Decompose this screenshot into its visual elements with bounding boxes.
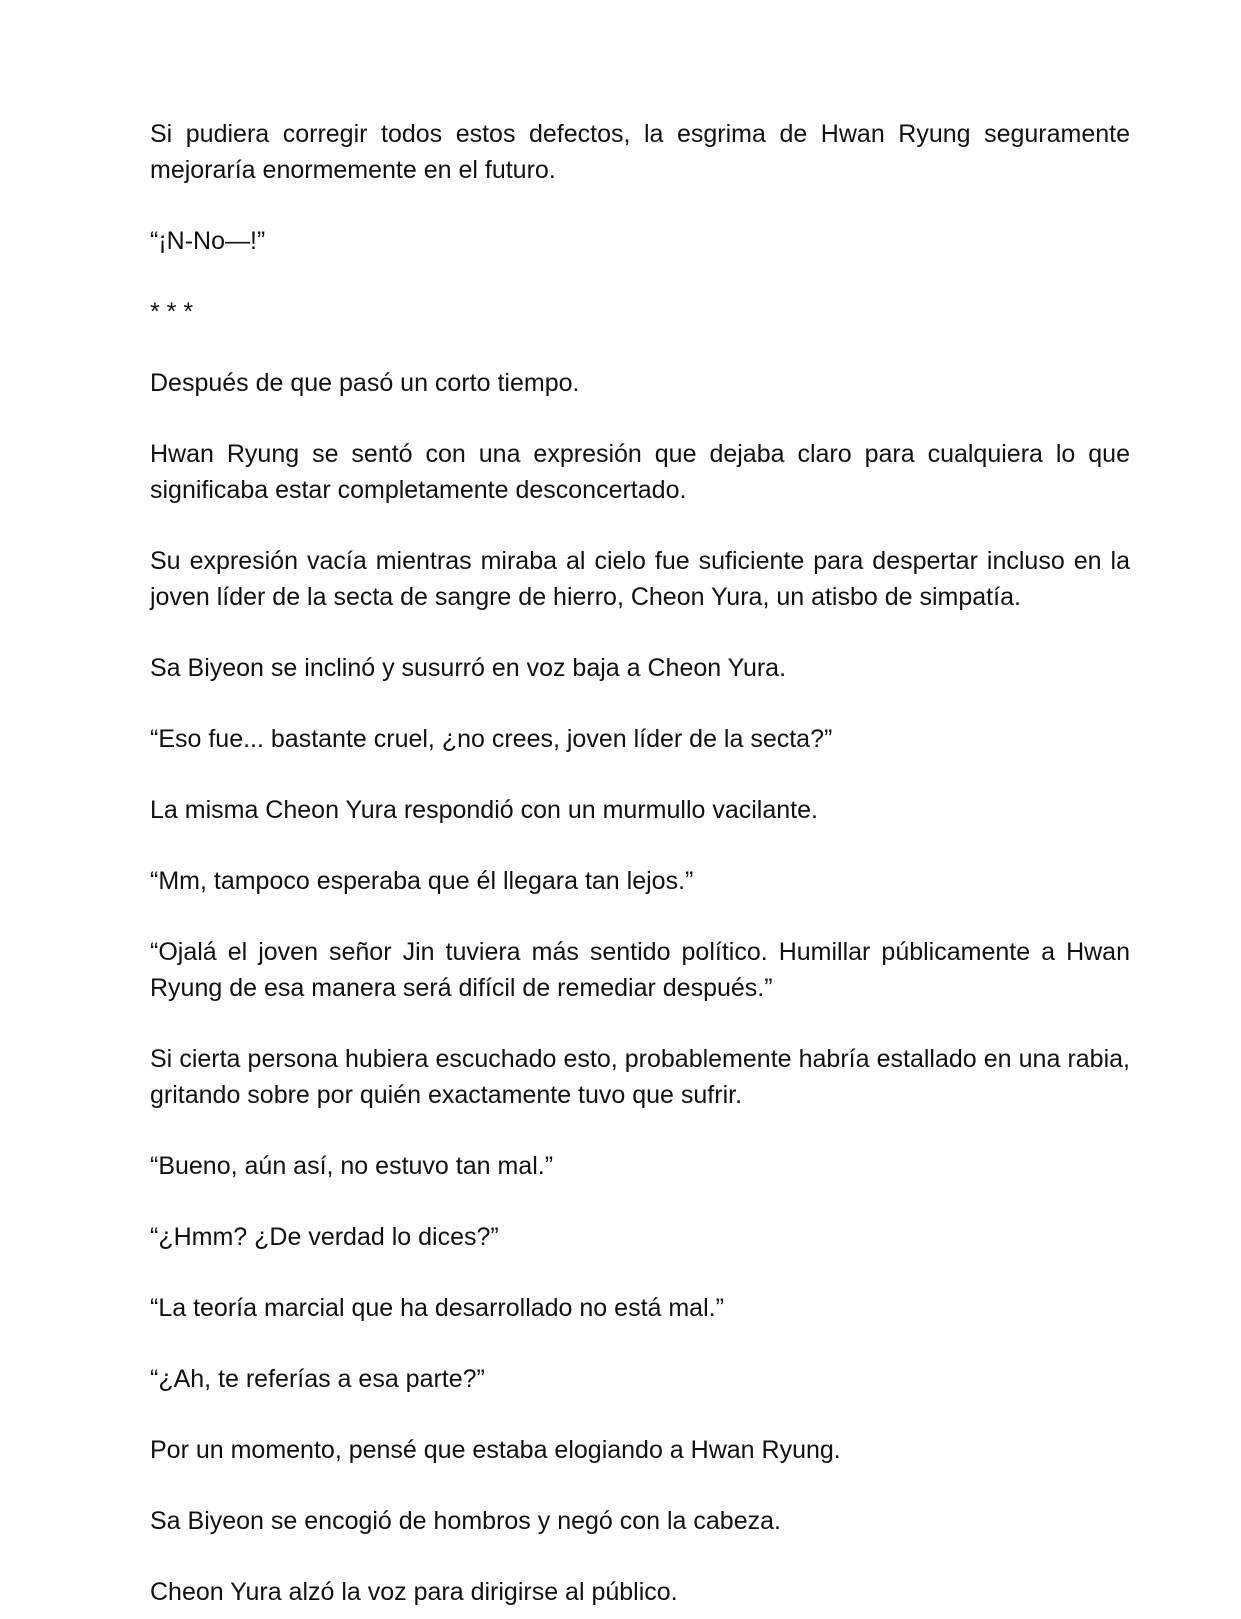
paragraph-11: Si cierta persona hubiera escuchado esto, probablemente habría estallado en una rabia, gritando sobre por quién exactamente tuvo que sufrir.: [150, 1045, 1130, 1109]
paragraph-17: Sa Biyeon se encogió de hombros y negó con la cabeza.: [150, 1507, 781, 1535]
paragraph-2: “¡N-No—!”: [150, 227, 266, 255]
paragraph-9: “Mm, tampoco esperaba que él llegara tan lejos.”: [150, 867, 694, 895]
scene-break: * * *: [150, 298, 194, 326]
paragraph-4: Hwan Ryung se sentó con una expresión que dejaba claro para cualquiera lo que significaba estar completamente desconcertado.: [150, 440, 1130, 504]
paragraph-7: “Eso fue... bastante cruel, ¿no crees, joven líder de la secta?”: [150, 725, 833, 753]
paragraph-10: “Ojalá el joven señor Jin tuviera más sentido político. Humillar públicamente a Hwan Ryung de esa manera será difícil de remediar después.”: [150, 938, 1130, 1002]
paragraph-1: Si pudiera corregir todos estos defectos, la esgrima de Hwan Ryung seguramente mejoraría enormemente en el futuro.: [150, 120, 1130, 184]
paragraph-8: La misma Cheon Yura respondió con un murmullo vacilante.: [150, 796, 818, 824]
paragraph-6: Sa Biyeon se inclinó y susurró en voz baja a Cheon Yura.: [150, 654, 787, 682]
paragraph-3: Después de que pasó un corto tiempo.: [150, 369, 580, 397]
paragraph-14: “La teoría marcial que ha desarrollado no está mal.”: [150, 1294, 724, 1322]
paragraph-12: “Bueno, aún así, no estuvo tan mal.”: [150, 1152, 554, 1180]
document-body: [150, 116, 1130, 1619]
paragraph-18: Cheon Yura alzó la voz para dirigirse al público.: [150, 1578, 678, 1606]
paragraph-5: Su expresión vacía mientras miraba al cielo fue suficiente para despertar incluso en la joven líder de la secta de sangre de hierro, Cheon Yura, un atisbo de simpatía.: [150, 547, 1130, 611]
paragraph-13: “¿Hmm? ¿De verdad lo dices?”: [150, 1223, 499, 1251]
paragraph-16: Por un momento, pensé que estaba elogiando a Hwan Ryung.: [150, 1436, 841, 1464]
paragraph-15: “¿Ah, te referías a esa parte?”: [150, 1365, 485, 1393]
